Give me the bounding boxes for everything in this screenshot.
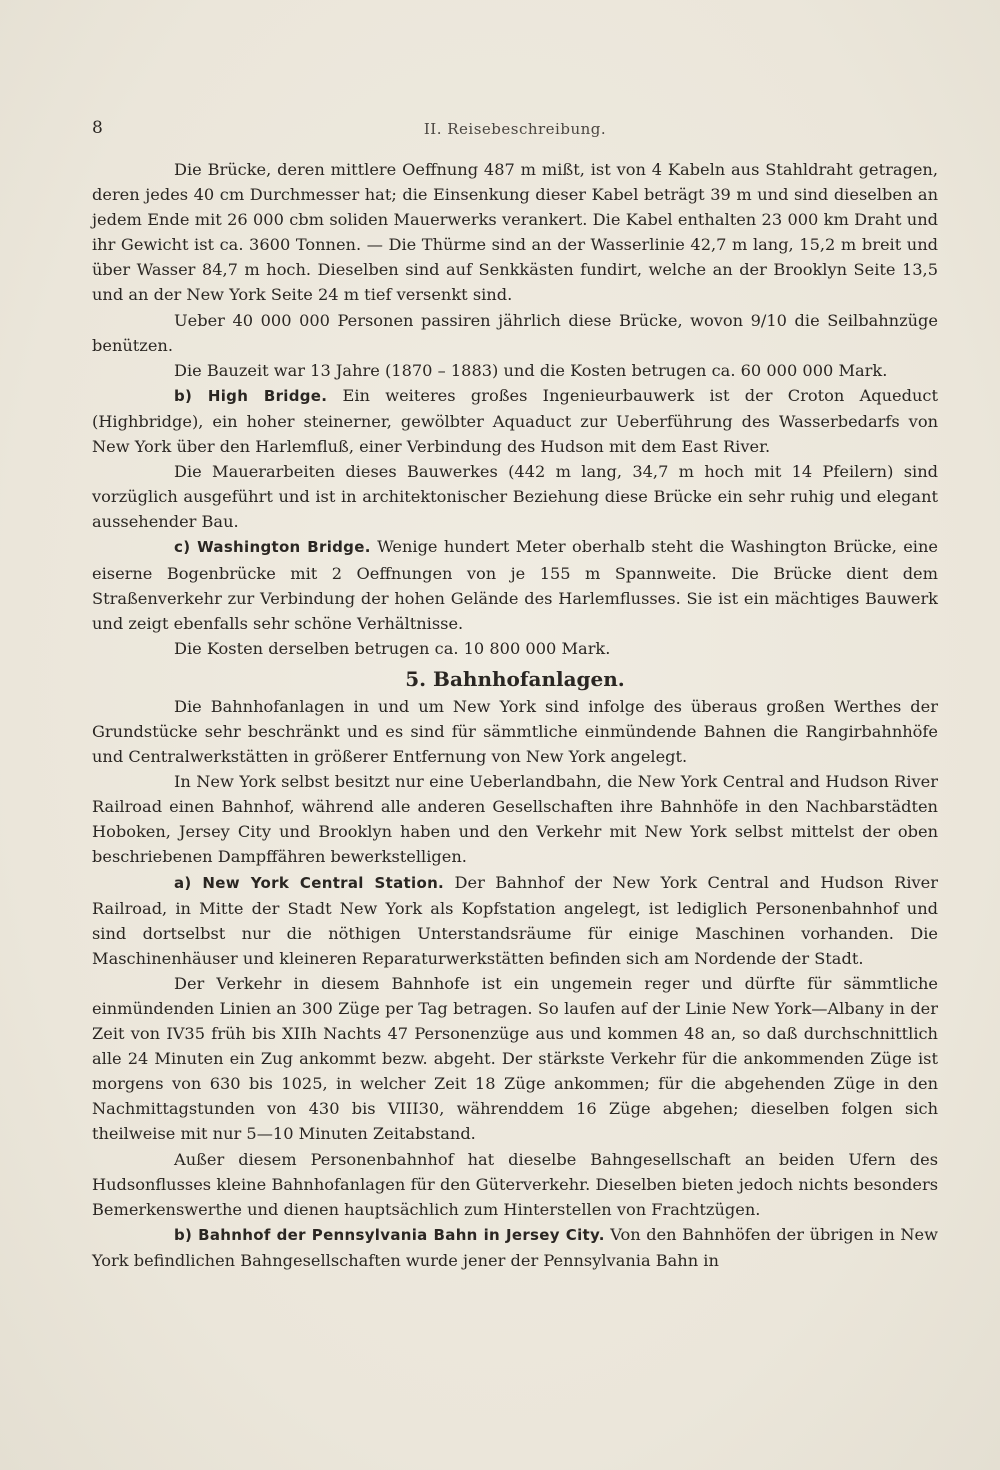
paragraph-masonry: Die Mauerarbeiten dieses Bauwerkes (442 m lang, 34,7 m hoch mit 14 Pfeilern) sind vorzüglich ausgeführt und ist in architektonischer Beziehung diese Brücke ein sehr ruhig und elegant aussehender Bau. xyxy=(92,462,938,532)
paragraph-pennsylvania xyxy=(92,1222,938,1273)
subheading-pennsylvania: b) Bahnhof der Pennsylvania Bahn in Jersey City. xyxy=(174,1225,605,1244)
subheading-central-station: a) New York Central Station. xyxy=(174,873,445,892)
page-number: 8 xyxy=(92,118,103,138)
section-title: 5. Bahnhofanlagen. xyxy=(405,666,625,691)
paragraph-pennsylvania-text: Von den Bahnhöfen der übrigen in New York befindlichen Bahngesellschaften wurde jener der Pennsylvania Bahn in xyxy=(92,1224,938,1270)
paragraph-traffic: Der Verkehr in diesem Bahnhofe ist ein ungemein reger und dürfte für sämmtliche einmündenden Linien an 300 Züge per Tag betragen. So laufen auf der Linie New York—Albany in der Zeit von IV35 früh bis XIIh Nachts 47 Personenzüge aus und kommen 48 an, so daß durchschnittlich alle 24 Minuten ein Zug ankommt bezw. abgeht. Der stärkste Verkehr für die ankommenden Züge ist morgens von 630 bis 1025, in welcher Zeit 18 Züge ankommen; für die abgehenden Züge in den Nachmittagstunden von 430 bis VIII30, währenddem 16 Züge abgehen; dieselben folgen sich theilweise mit nur 5—10 Minuten Zeitabstand. xyxy=(92,973,938,1144)
paragraph-washington-bridge-text: Wenige hundert Meter oberhalb steht die Washington Brücke, eine eiserne Bogenbrücke mit 2 Oeffnungen von je 155 m Spannweite. Die Brücke dient dem Straßenverkehr zur Verbindung der hohen Gelände des Harlemflusses. Sie ist ein mächtiges Bauwerk und zeigt ebenfalls sehr schöne Verhältnisse. xyxy=(92,537,938,633)
paragraph-washington-bridge xyxy=(92,534,938,635)
body-text xyxy=(92,157,938,1273)
paragraph-freight: Außer diesem Personenbahnhof hat dieselbe Bahngesellschaft an beiden Ufern des Hudsonflusses kleine Bahnhofanlagen für den Güterverkehr. Dieselben bieten jedoch nichts besonders Bemerkenswerthe und dienen hauptsächlich zum Hinterstellen von Frachtzügen. xyxy=(92,1149,938,1219)
running-head: II. Reisebeschreibung. xyxy=(423,120,607,138)
paragraph-brooklyn-bridge: Die Brücke, deren mittlere Oeffnung 487 m mißt, ist von 4 Kabeln aus Stahldraht getragen, deren jedes 40 cm Durchmesser hat; die Einsenkung dieser Kabel beträgt 39 m und sind dieselben an jedem Ende mit 26 000 cbm soliden Mauerwerks verankert. Die Kabel enthalten 23 000 km Draht und ihr Gewicht ist ca. 3600 Tonnen. — Die Thürme sind an der Wasserlinie 42,7 m lang, 15,2 m breit und über Wasser 84,7 m hoch. Dieselben sind auf Senkkästen fundirt, welche an der Brooklyn Seite 13,5 und an der New York Seite 24 m tief versenkt sind. xyxy=(92,160,938,305)
paragraph-central-station-text: Der Bahnhof der New York Central and Hudson River Railroad, in Mitte der Stadt New York als Kopfstation angelegt, ist lediglich Personenbahnhof und sind dortselbst nur die nöthigen Unterstandsräume für einige Maschinen vorhanden. Die Maschinenhäuser und kleineren Reparaturwerkstätten befinden sich am Nordende der Stadt. xyxy=(92,872,938,968)
paragraph-high-bridge xyxy=(92,383,938,459)
page-header xyxy=(92,118,938,142)
paragraph-high-bridge-text: Ein weiteres großes Ingenieurbauwerk ist der Croton Aqueduct (Highbridge), ein hoher steinerner, gewölbter Aquaduct zur Ueberführung des Wasserbedarfs von New York über den Harlemfluß, einer Verbindung des Hudson mit dem East River. xyxy=(92,385,938,457)
paragraph-costs: Die Kosten derselben betrugen ca. 10 800 000 Mark. xyxy=(174,638,611,658)
paragraph-construction-time: Die Bauzeit war 13 Jahre (1870 – 1883) und die Kosten betrugen ca. 60 000 000 Mark. xyxy=(174,360,888,380)
paragraph-central-station xyxy=(92,870,938,971)
paragraph-overland-railway: In New York selbst besitzt nur eine Ueberlandbahn, die New York Central and Hudson River Railroad einen Bahnhof, während alle anderen Gesellschaften ihre Bahnhöfe in den Nachbarstädten Hoboken, Jersey City und Brooklyn haben und den Verkehr mit New York selbst mittelst der oben beschriebenen Dampffähren bewerkstelligen. xyxy=(92,772,938,867)
paragraph-passengers: Ueber 40 000 000 Personen passiren jährlich diese Brücke, wovon 9/10 die Seilbahnzüge benützen. xyxy=(92,310,938,355)
paragraph-station-intro: Die Bahnhofanlagen in und um New York sind infolge des überaus großen Werthes der Grundstücke sehr beschränkt und es sind für sämmtliche einmündende Bahnen die Rangirbahnhöfe und Centralwerkstätten in größerer Entfernung von New York angelegt. xyxy=(92,696,938,767)
subheading-washington-bridge: c) Washington Bridge. xyxy=(174,538,371,557)
subheading-high-bridge: b) High Bridge. xyxy=(174,386,328,405)
